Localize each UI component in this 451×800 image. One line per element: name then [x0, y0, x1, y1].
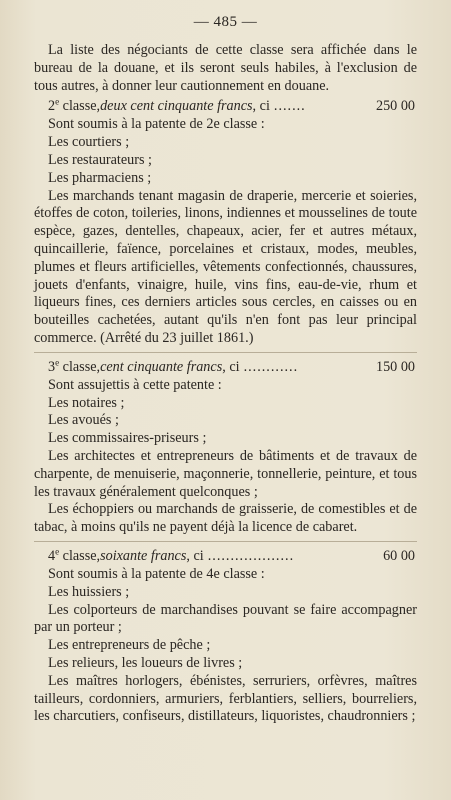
class3-sup: e: [55, 357, 60, 368]
class3-dots: ............: [243, 358, 299, 375]
class2-item-1: Les courtiers ;: [48, 134, 130, 151]
class3-label-rest: classe,: [59, 358, 101, 375]
class4-sup: e: [55, 546, 60, 557]
class2-item-2: Les restaurateurs ;: [48, 151, 152, 168]
class3-paragraph-1: Les architectes et entrepreneurs de bâtiments et de travaux de charpente, de menuiserie, maçonnerie, tonnellerie, peinture, et tous les travaux généralement quelconques ;: [34, 447, 417, 500]
page-number: — 485 —: [193, 14, 258, 30]
class3-amount: 150 00: [375, 358, 415, 375]
class2-item-3: Les pharmaciens ;: [48, 169, 152, 186]
class2-paragraph: Les marchands tenant magasin de draperie, mercerie et soieries, étoffes de coton, toileries, linons, indiennes et mousselines de toute espèce, gazes, dentelles, chapeaux, acier, fer et autres métaux, quincaillerie, faïence, porcelaines et cristaux, modes, meubles, plumes et fleurs artificielles, vêtements confectionnés, chaussures, jouets d'enfants, vinaigre, huile, vins fins, eau-de-vie, rhum et liqueurs fines, ces derniers articles sous cercles, en caisses ou en bouteilles cachetées, autant qu'ils n'en font pas leur principal commerce. (Arrêté du 23 juillet 1861.): [34, 187, 417, 346]
class3-num: 3: [48, 358, 56, 375]
class3-paragraph-2: Les échoppiers ou marchands de graisserie, de comestibles et de tabac, à moins qu'ils ne payent déjà la licence de cabaret.: [34, 501, 417, 536]
intro-paragraph: La liste des négociants de cette classe sera affichée dans le bureau de la douane, et ils seront seuls habiles, à l'exclusion de tous autres, à donner leur cautionnement en douane.: [34, 42, 417, 94]
class3-item-2: Les avoués ;: [48, 412, 119, 429]
class4-paragraph-2: Les maîtres horlogers, ébénistes, serruriers, orfèvres, maîtres tailleurs, cordonniers, armuriers, ferblantiers, selliers, bourreliers, les charcutiers, confiseurs, distillateurs, liquoristes, chaudronniers ;: [34, 672, 417, 725]
class4-paragraph-1: Les colporteurs de marchandises pouvant se faire accompagner par un porteur ;: [34, 601, 417, 636]
class3-label-italic: cent cinquante francs: [100, 358, 223, 375]
class2-label-italic: deux cent cinquante francs: [100, 98, 253, 115]
class4-label-italic: soixante francs: [100, 547, 187, 564]
class4-label: [48, 547, 100, 565]
class3-item-1: Les notaires ;: [48, 394, 125, 411]
class2-label: [48, 97, 100, 115]
class4-item-1: Les huissiers ;: [48, 583, 130, 600]
class2-sup: e: [55, 96, 60, 107]
class4-amount: 60 00: [383, 547, 415, 564]
class4-item-2: Les entrepreneurs de pêche ;: [48, 637, 211, 654]
class3-rate-line: [34, 358, 417, 376]
section-divider-1: [34, 352, 417, 353]
section-divider-2: [34, 541, 417, 542]
class4-label-rest: classe,: [59, 547, 101, 564]
class4-num: 4: [48, 547, 56, 564]
class2-dots: .......: [273, 98, 306, 115]
class2-subject-intro: Sont soumis à la patente de 2e classe :: [48, 116, 265, 133]
class4-rate-line: [34, 547, 417, 565]
class3-item-3: Les commissaires-priseurs ;: [48, 430, 207, 447]
class3-label: [48, 358, 100, 376]
class4-dots: ...................: [207, 547, 295, 564]
class2-rate-line: [34, 97, 417, 115]
class2-label-tail: , ci: [252, 98, 270, 115]
class2-label-rest: classe,: [59, 98, 101, 115]
class3-label-tail: , ci: [222, 358, 240, 375]
class4-item-3: Les relieurs, les loueurs de livres ;: [48, 654, 243, 671]
class3-subject-intro: Sont assujettis à cette patente :: [48, 376, 222, 393]
class4-subject-intro: Sont soumis à la patente de 4e classe :: [48, 565, 265, 582]
class4-label-tail: , ci: [186, 547, 204, 564]
class2-amount: 250 00: [375, 98, 415, 115]
class2-num: 2: [48, 98, 56, 115]
